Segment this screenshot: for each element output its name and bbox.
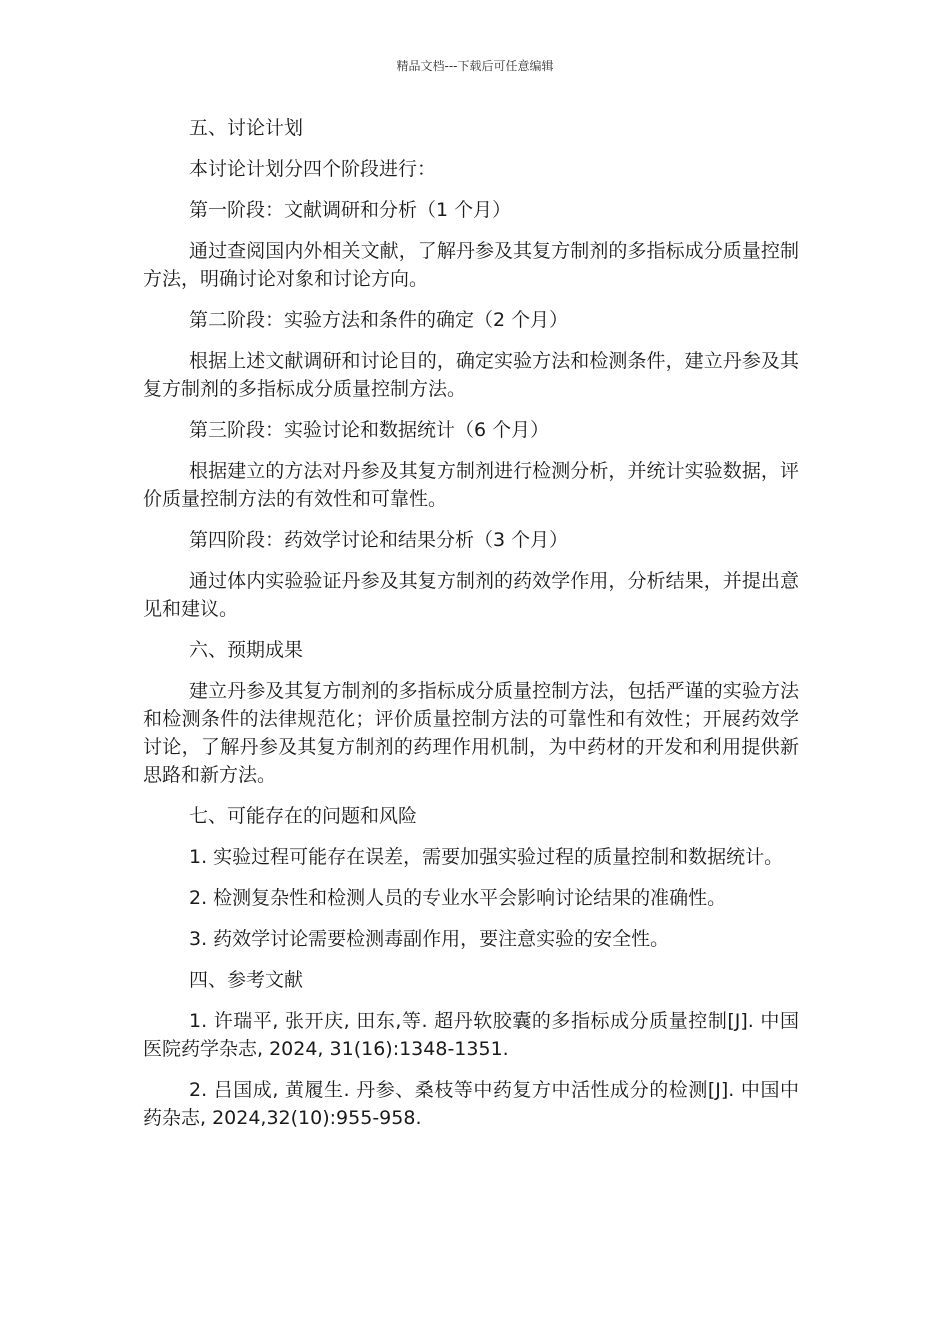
risk-item-2: 2. 检测复杂性和检测人员的专业水平会影响讨论结果的准确性。 [189,887,727,909]
page-header: 精品文档---下载后可任意编辑 [396,59,554,73]
stage-1-heading: 第一阶段：文献调研和分析（1 个月） [189,199,512,221]
risk-item-1: 1. 实验过程可能存在误差，需要加强实验过程的质量控制和数据统计。 [189,846,784,868]
stage-3-heading: 第三阶段：实验讨论和数据统计（6 个月） [189,419,550,441]
stage-4-description: 通过体内实验验证丹参及其复方制剂的药效学作用，分析结果，并提出意见和建议。 [143,570,799,620]
section-heading-references: 四、参考文献 [189,969,304,991]
paragraph-plan-intro: 本讨论计划分四个阶段进行： [189,158,437,180]
reference-item-1: 1. 许瑞平, 张开庆, 田东,等. 超丹软胶囊的多指标成分质量控制[J]. 中国医院药学杂志, 2024, 31(16):1348-1351. [143,1010,799,1060]
stage-4-heading: 第四阶段：药效学讨论和结果分析（3 个月） [189,529,569,551]
section-heading-expected-results: 六、预期成果 [189,639,304,661]
paragraph-expected-results: 建立丹参及其复方制剂的多指标成分质量控制方法，包括严谨的实验方法和检测条件的法律规范化；评价质量控制方法的可靠性和有效性；开展药效学讨论，了解丹参及其复方制剂的药理作用机制，为中药材的开发和利用提供新思路和新方法。 [143,680,799,786]
stage-2-description: 根据上述文献调研和讨论目的，确定实验方法和检测条件，建立丹参及其复方制剂的多指标成分质量控制方法。 [143,350,799,400]
stage-3-description: 根据建立的方法对丹参及其复方制剂进行检测分析，并统计实验数据，评价质量控制方法的有效性和可靠性。 [143,460,799,510]
reference-item-2: 2. 吕国成, 黄履生. 丹参、桑枝等中药复方中活性成分的检测[J]. 中国中药杂志, 2024,32(10):955-958. [143,1079,799,1129]
section-heading-research-plan: 五、讨论计划 [189,117,304,139]
stage-2-heading: 第二阶段：实验方法和条件的确定（2 个月） [189,309,569,331]
document-body [143,114,799,1145]
section-heading-risks: 七、可能存在的问题和风险 [189,805,418,827]
risk-item-3: 3. 药效学讨论需要检测毒副作用，要注意实验的安全性。 [189,928,670,950]
stage-1-description: 通过查阅国内外相关文献，了解丹参及其复方制剂的多指标成分质量控制方法，明确讨论对象和讨论方向。 [143,240,799,290]
